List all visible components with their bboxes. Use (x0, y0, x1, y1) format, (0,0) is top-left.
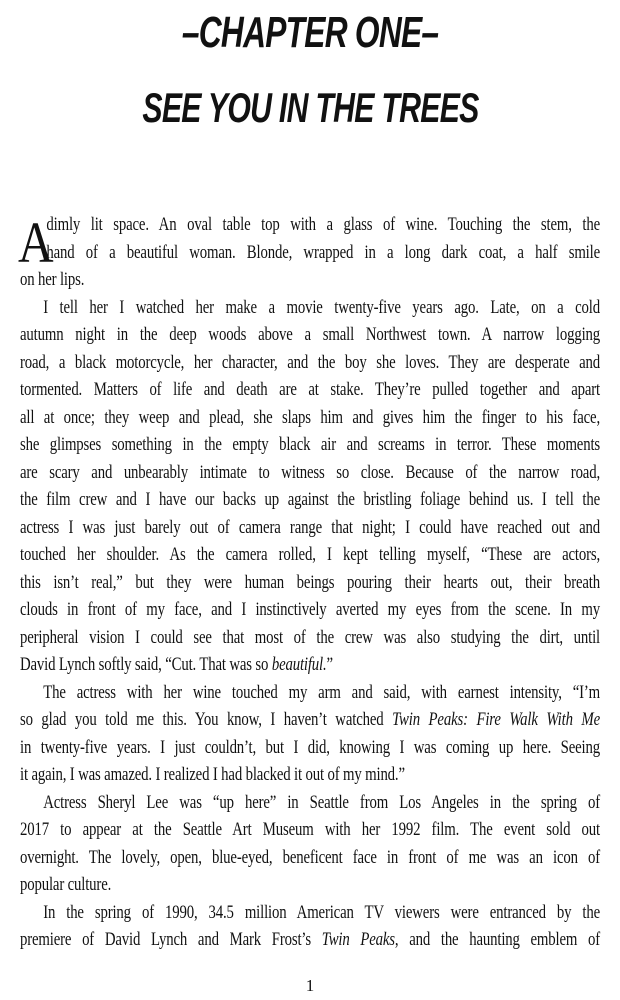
italic-text: Twin Peaks (321, 930, 395, 950)
text-segment: , and the haunting emblem of (394, 930, 600, 950)
text-segment: autumn night in the deep woods above a small Northwest town. A narrow logging (20, 325, 600, 345)
text-line (20, 597, 600, 625)
text-segment: clouds in front of my face, and I instinctively averted my eyes from the scene. In my (20, 600, 600, 620)
text-segment: 2017 to appear at the Seattle Art Museum with her 1992 film. The event sold out (20, 820, 600, 840)
text-segment: hand of a beautiful woman. Blonde, wrapped in a long dark coat, a half smile (46, 242, 600, 263)
body-text (20, 212, 620, 955)
text-line (20, 212, 600, 240)
chapter-label (0, 8, 620, 58)
text-segment: popular culture. (20, 875, 112, 895)
text-segment: I tell her I watched her make a movie twenty-five years ago. Late, on a cold (43, 297, 600, 318)
text-line (20, 790, 600, 818)
text-line (20, 735, 600, 763)
text-line (20, 377, 600, 405)
text-segment: touched her shoulder. As the camera rolled, I kept telling myself, “These are actors, (20, 545, 600, 565)
text-segment: so glad you told me this. You know, I haven’t watched (20, 710, 393, 730)
page-number: 1 (305, 976, 315, 995)
text-segment: on her lips. (20, 270, 85, 290)
text-segment: ” (326, 655, 333, 675)
text-line (20, 240, 600, 268)
text-segment: premiere of David Lynch and Mark Frost’s (20, 930, 322, 950)
italic-text: beautiful. (271, 655, 327, 675)
text-line (20, 927, 600, 955)
text-line (20, 515, 600, 543)
text-line (20, 295, 600, 323)
italic-text: Twin Peaks: Fire Walk With Me (392, 710, 600, 730)
text-line (20, 350, 600, 378)
text-line (20, 487, 600, 515)
text-segment: overnight. The lovely, open, blue-eyed, beneficent face in front of me was an icon of (20, 847, 600, 868)
text-segment: Actress Sheryl Lee was “up here” in Seattle from Los Angeles in the spring of (43, 792, 600, 813)
text-line (20, 460, 600, 488)
text-segment: In the spring of 1990, 34.5 million American TV viewers were entranced by the (43, 902, 600, 923)
text-line (20, 680, 600, 708)
text-segment: are scary and unbearably intimate to witness so close. Because of the narrow road, (20, 462, 600, 483)
text-line (20, 872, 600, 900)
text-segment: it again, I was amazed. I realized I had blacked it out of my mind.” (20, 765, 405, 785)
text-line (20, 817, 600, 845)
text-segment: road, a black motorcycle, her character, and the boy she loves. They are desperate and (20, 352, 600, 373)
text-segment: in twenty-five years. I just couldn’t, but I did, knowing I was coming up here. Seeing (20, 737, 600, 758)
text-line (20, 707, 600, 735)
chapter-label-text: –CHAPTER ONE– (181, 8, 439, 57)
text-line (20, 845, 600, 873)
text-line (20, 570, 600, 598)
text-segment: this isn’t real,” but they were human beings pouring their hearts out, their breath (20, 572, 600, 593)
text-line (20, 267, 600, 295)
drop-cap: A (18, 210, 54, 275)
chapter-title-text: SEE YOU IN THE TREES (141, 84, 479, 131)
text-segment: she glimpses something in the empty black air and screams in terror. These moments (20, 435, 600, 455)
text-line (20, 405, 600, 433)
text-segment: The actress with her wine touched my arm and said, with earnest intensity, “I’m (43, 682, 600, 703)
text-segment: peripheral vision I could see that most of the crew was also studying the dirt, until (20, 627, 600, 648)
text-segment: tormented. Matters of life and death are at stake. They’re pulled together and apart (20, 380, 600, 400)
text-line (20, 542, 600, 570)
text-line (20, 432, 600, 460)
text-segment: dimly lit space. An oval table top with a glass of wine. Touching the stem, the (46, 215, 600, 235)
text-segment: actress I was just barely out of camera range that night; I could have reached out and (20, 517, 600, 538)
text-line (20, 762, 600, 790)
text-line (20, 322, 600, 350)
text-line (20, 652, 600, 680)
text-line (20, 625, 600, 653)
text-segment: the film crew and I have our backs up against the bristling foliage behind us. I tell the (20, 490, 600, 510)
text-segment: all at once; they weep and plead, she slaps him and gives him the finger to his face, (20, 407, 600, 428)
chapter-title (0, 84, 620, 132)
text-line (20, 900, 600, 928)
text-segment: David Lynch softly said, “Cut. That was so (20, 655, 272, 675)
